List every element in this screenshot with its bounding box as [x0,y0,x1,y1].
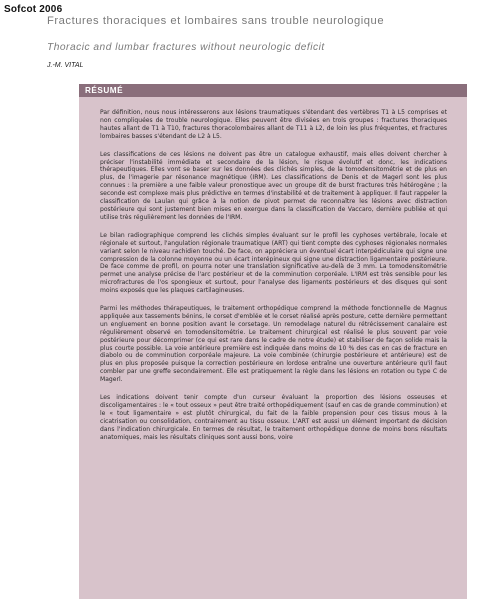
abstract-heading: RÉSUMÉ [79,84,467,97]
abstract-box [79,84,467,599]
abstract-paragraph: Parmi les méthodes thérapeutiques, le traitement orthopédique comprend la méthode fonctionnelle de Magnus appliquée aux tassements bénins, le corset d'emblée et le corset réalisé après posture, cette dernière permettant un engluement en bonne position avant le corsetage. Un remodelage naturel du rétrécissement canalaire est régulièrement observé en tomodensitométrie. Le traitement chirurgical est réalisé le plus souvent par voie postérieure pour décomprimer (ce qui est rare dans le cadre de notre étude) et stabiliser de façon solide mais la plus courte possible. La voie antérieure première est indiquée dans moins de 10 % des cas en cas de fracture en diabolo ou de comminution corporéale majeure. La voie combinée (chirurgie postérieure et antérieure) est de plus en plus proposée puisque la correction postérieure en lordose entraîne une ouverture antérieure qu'il faut combler par une greffe secondairement. Elle est pratiquement la règle dans les lésions en rotation ou type C de Magerl. [100,305,447,384]
article-title-english: Thoracic and lumbar fractures without neurologic deficit [47,42,325,53]
abstract-paragraph: Les indications doivent tenir compte d'un curseur évaluant la proportion des lésions osseuses et discoligamentaires : le « tout osseux » peut être traité orthopédiquement (sauf en cas de grande comminution) et le « tout ligamentaire » est plutôt chirurgical, du fait de la faible propension pour ces tissus mous à la cicatrisation ou consolidation, contrairement au tissu osseux. L'ART est aussi un élément important de décision dans l'indication chirurgicale. En termes de résultat, le traitement orthopédique donne de moins bons résultats anatomiques, mais les résultats cliniques sont aussi bons, voire [100,394,447,441]
abstract-paragraph: Les classifications de ces lésions ne doivent pas être un catalogue exhaustif, mais elles doivent chercher à préciser l'instabilité immédiate et secondaire de la lésion, le risque évolutif et donc, les indications thérapeutiques. Elles vont se baser sur les données des clichés simples, de la tomodensitométrie et de plus en plus, de l'imagerie par résonance magnétique (IRM). Les classifications de Denis et de Magerl sont les plus connues : la première a une faible valeur pronostique avec un groupe dit de burst fractures très hétérogène ; la seconde est complexe mais plus prédictive en termes d'instabilité et de traitement à appliquer. Il faut rappeler la classification de Laulan qui grâce à la notion de pivot permet de reconnaître les lésions avec distraction postérieure qui sont justement bien mises en exergue dans la classification de Vaccaro, dernière publiée et qui utilise très régulièrement les données de l'IRM. [100,150,447,221]
author-name: J.-M. VITAL [47,62,84,69]
abstract-body [79,97,467,442]
article-title-french: Fractures thoraciques et lombaires sans trouble neurologique [47,15,385,27]
conference-header: Sofcot 2006 [4,4,63,15]
abstract-paragraph: Le bilan radiographique comprend les clichés simples évaluant sur le profil les cyphoses vertébrale, locale et régionale et surtout, l'angulation régionale traumatique (ART) qui tient compte des cyphoses régionales normales variant selon le niveau rachidien touché. De face, on appréciera un éventuel écart interpédiculaire qui signe une compression de la colonne moyenne ou un écart interépineux qui signe une distraction ligamentaire postérieure. De face comme de profil, on pourra noter une translation significative au-delà de 3 mm. La tomodensitométrie permet une analyse précise de l'arc postérieur et de la comminution corporéale. L'IRM est très sensible pour les microfractures de l'os spongieux et surtout, pour l'analyse des ligaments postérieurs et des disques qui sont moins exposés que les plaques cartilagineuses. [100,231,447,295]
abstract-paragraph: Par définition, nous nous intéresserons aux lésions traumatiques s'étendant des vertèbres T1 à L5 comprises et non compliquées de trouble neurologique. Elles peuvent être divisées en trois groupes : fractures thoraciques hautes allant de T1 à T10, fractures thoracolombaires allant de T11 à L2, de loin les plus fréquentes, et fractures lombaires basses s'étendant de L2 à L5. [100,109,447,140]
